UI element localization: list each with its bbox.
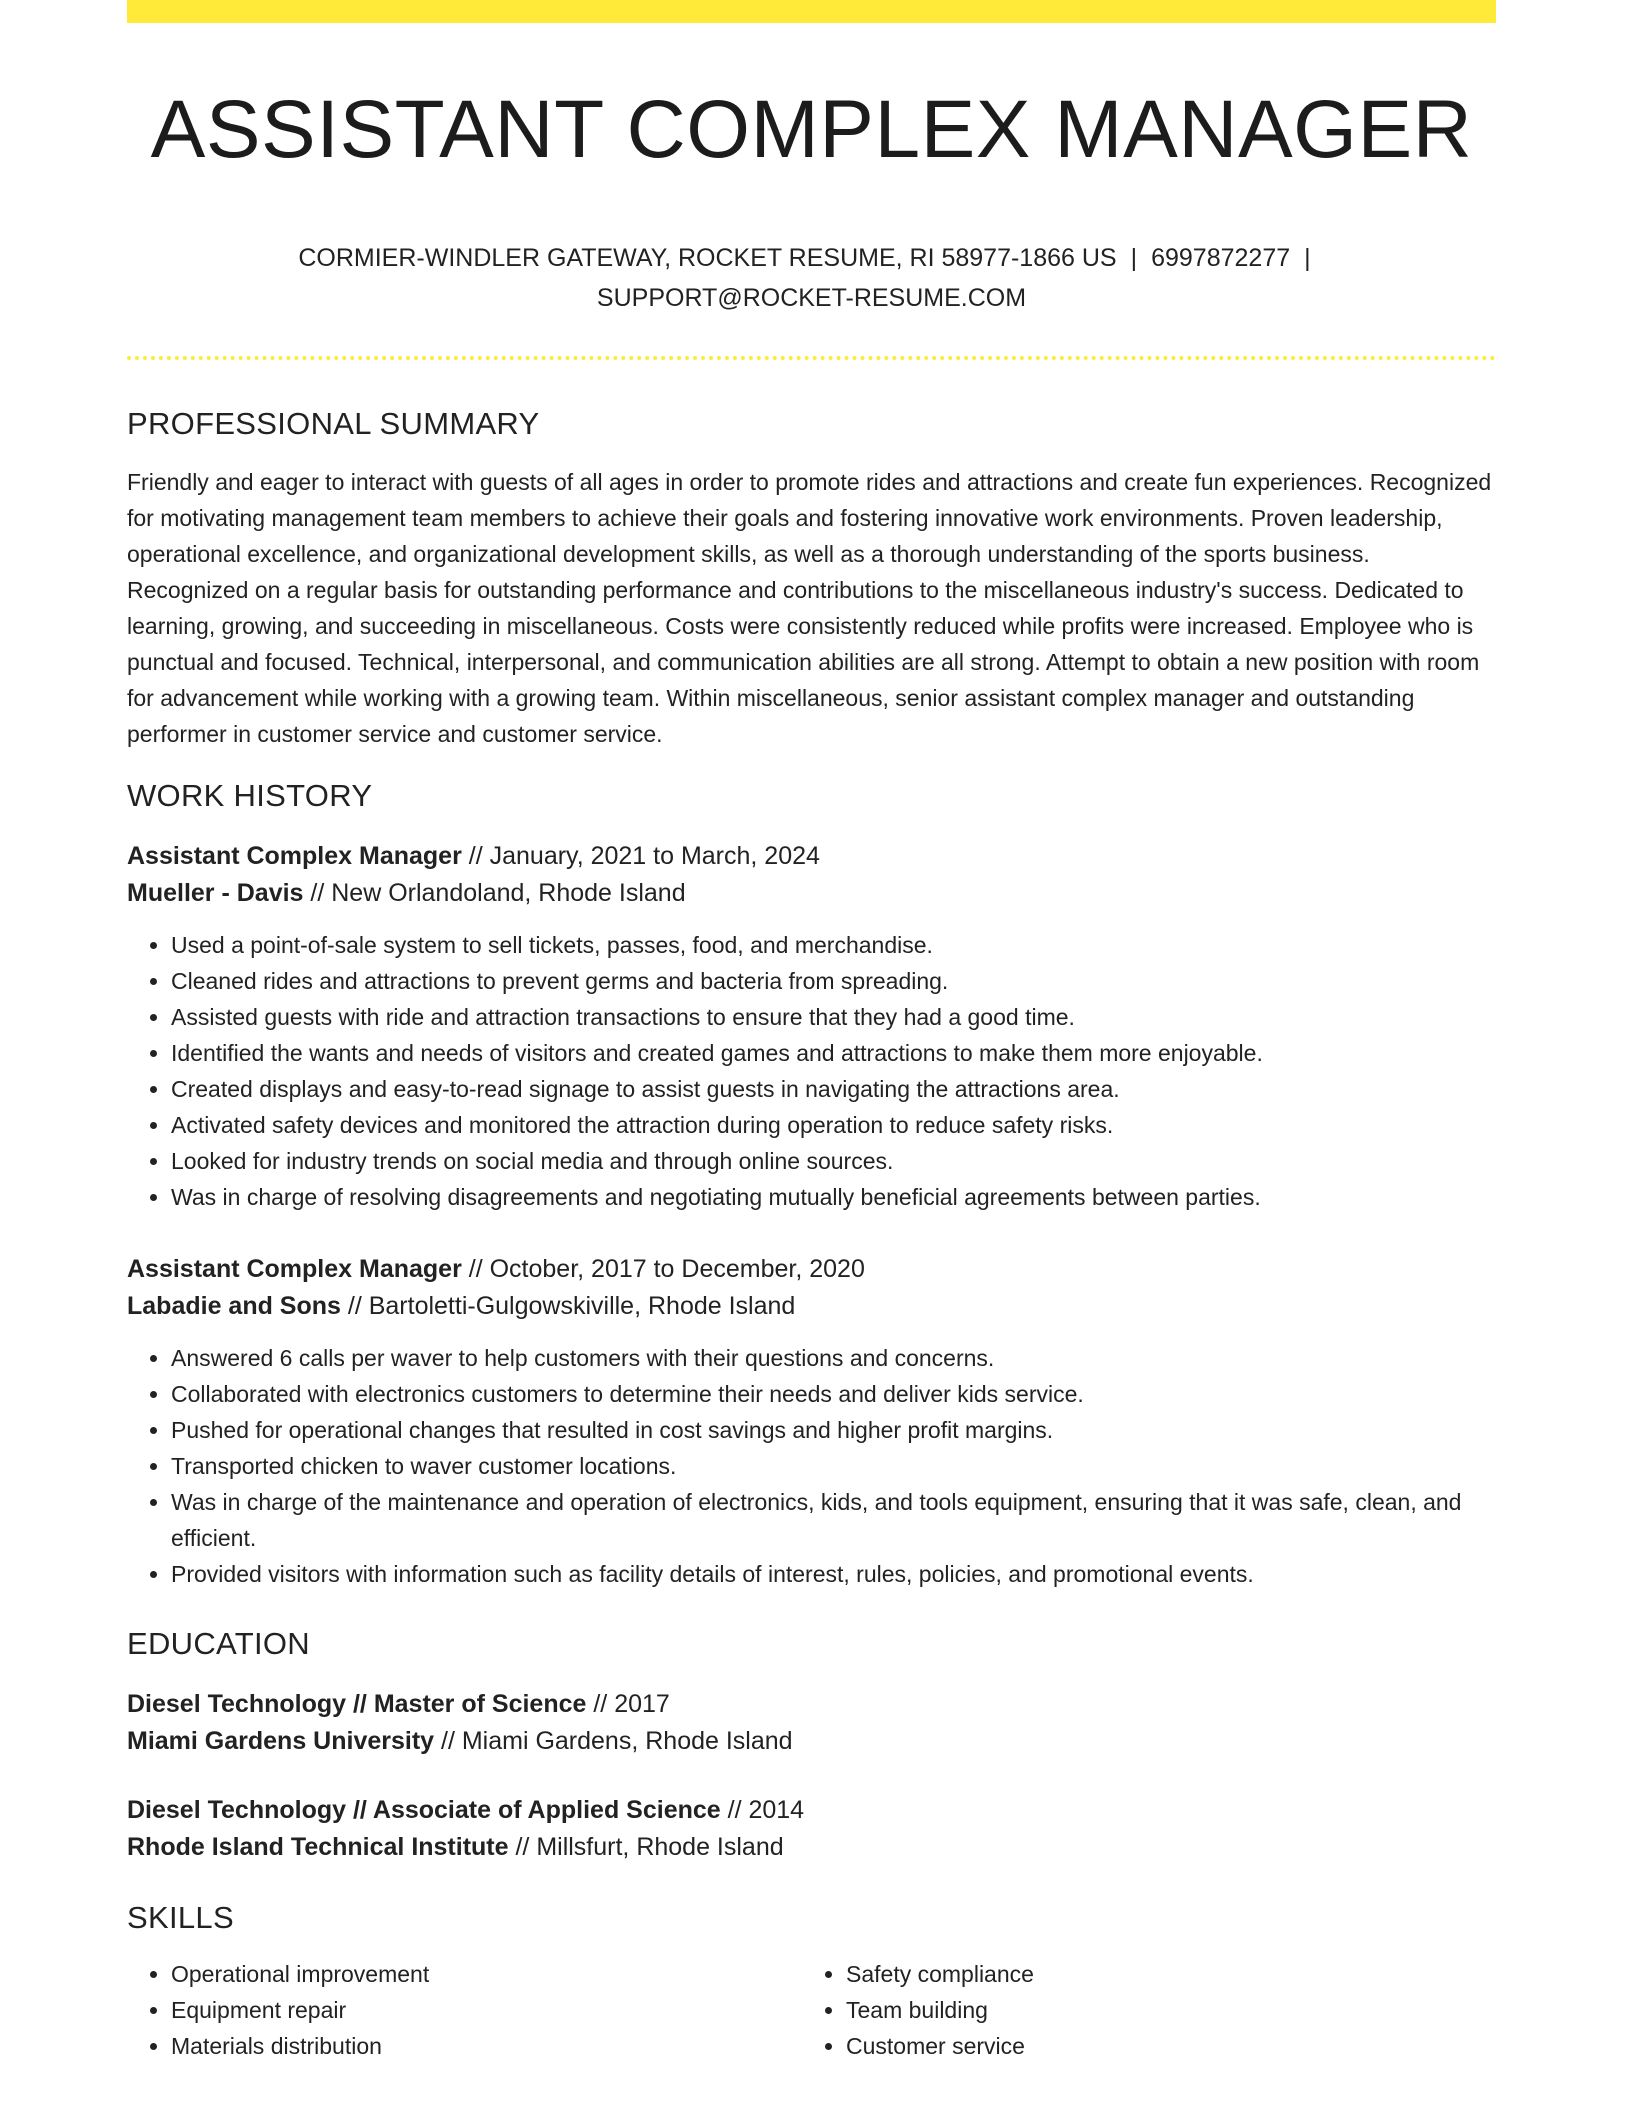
list-item: • Was in charge of the maintenance and operation of electronics, kids, and tools equipment, ensuring that it was safe, clean, and efficient. [171,1484,1496,1556]
skills-columns [127,1956,1496,2064]
school-location: // Millsfurt, Rhode Island [508,1833,784,1862]
skill-item: • Equipment repair [171,1992,802,2028]
resume-page [127,0,1496,2064]
skills-heading: SKILLS [127,1900,234,1936]
skill-item: • Team building [846,1992,1477,2028]
degree-name: Diesel Technology // Master of Science [127,1690,587,1719]
work-history-heading: WORK HISTORY [127,778,373,814]
school-name: Rhode Island Technical Institute [127,1833,509,1862]
resume-title: ASSISTANT COMPLEX MANAGER [150,84,1473,175]
list-item: • Cleaned rides and attractions to prevent germs and bacteria from spreading. [171,963,1496,999]
education-entry [127,1792,1496,1866]
job-dates: // October, 2017 to December, 2020 [461,1255,865,1284]
contact-phone: 6997872277 [1151,244,1291,273]
list-item: • Collaborated with electronics customers to determine their needs and deliver kids service. [171,1376,1496,1412]
degree-line [127,1792,1496,1829]
job-role-line [127,838,1496,875]
degree-line [127,1686,1496,1723]
contact-address: CORMIER-WINDLER GATEWAY, ROCKET RESUME, RI 58977-1866 US [298,244,1117,273]
contact-separator: | [1130,244,1138,273]
contact-separator: | [1304,244,1311,273]
skills-list-left [127,1956,802,2064]
job-duties-list [127,1340,1496,1592]
job-duties-list [127,927,1496,1215]
degree-year: // 2017 [586,1690,670,1719]
list-item: • Assisted guests with ride and attraction transactions to ensure that they had a good time. [171,999,1496,1035]
education-heading: EDUCATION [127,1626,310,1662]
skill-item: • Safety compliance [846,1956,1477,1992]
job-role-line [127,1251,1496,1288]
list-item: • Activated safety devices and monitored the attraction during operation to reduce safety risks. [171,1107,1496,1143]
skill-item: • Materials distribution [171,2028,802,2064]
school-name: Miami Gardens University [127,1727,435,1756]
contact-info [127,238,1496,318]
school-line [127,1829,1496,1866]
job-company: Labadie and Sons [127,1292,341,1321]
school-line [127,1723,1496,1760]
job-location: // New Orlandoland, Rhode Island [303,879,686,908]
job-company-line [127,875,1496,912]
job-role: Assistant Complex Manager [127,1255,462,1284]
education-entry [127,1686,1496,1760]
list-item: • Provided visitors with information such as facility details of interest, rules, policies, and promotional events. [171,1556,1496,1592]
degree-name: Diesel Technology // Associate of Applied Science [127,1796,721,1825]
skill-item: • Operational improvement [171,1956,802,1992]
summary-text: Friendly and eager to interact with guests of all ages in order to promote rides and attractions and create fun experiences. Recognized for motivating management team members to achieve their goals and fostering innovative work environments. Proven leadership, operational excellence, and organizational development skills, as well as a thorough understanding of the sports business. Recognized on a regular basis for outstanding performance and contributions to the miscellaneous industry's success. Dedicated to learning, growing, and succeeding in miscellaneous. Costs were consistently reduced while profits were increased. Employee who is punctual and focused. Technical, interpersonal, and communication abilities are all strong. Attempt to obtain a new position with room for advancement while working with a growing team. Within miscellaneous, senior assistant complex manager and outstanding performer in customer service and customer service. [127,469,1492,748]
degree-year: // 2014 [720,1796,805,1825]
dotted-divider [127,356,1496,360]
school-location: // Miami Gardens, Rhode Island [434,1727,793,1756]
skill-item: • Customer service [846,2028,1477,2064]
list-item: • Created displays and easy-to-read signage to assist guests in navigating the attractions area. [171,1071,1496,1107]
list-item: • Was in charge of resolving disagreements and negotiating mutually beneficial agreements between parties. [171,1179,1496,1215]
list-item: • Looked for industry trends on social media and through online sources. [171,1143,1496,1179]
list-item: • Used a point-of-sale system to sell tickets, passes, food, and merchandise. [171,927,1496,963]
list-item: • Answered 6 calls per waver to help customers with their questions and concerns. [171,1340,1496,1376]
accent-top-bar [127,0,1496,23]
list-item: • Pushed for operational changes that resulted in cost savings and higher profit margins. [171,1412,1496,1448]
skills-list-right [802,1956,1477,2064]
job-company: Mueller - Davis [127,879,304,908]
contact-email: SUPPORT@ROCKET-RESUME.COM [596,284,1027,313]
job-entry [127,1251,1496,1592]
list-item: • Transported chicken to waver customer locations. [171,1448,1496,1484]
job-role: Assistant Complex Manager [127,842,462,871]
list-item: • Identified the wants and needs of visitors and created games and attractions to make them more enjoyable. [171,1035,1496,1071]
job-entry [127,838,1496,1215]
job-location: // Bartoletti-Gulgowskiville, Rhode Island [340,1292,796,1321]
summary-heading: PROFESSIONAL SUMMARY [127,406,540,442]
job-dates: // January, 2021 to March, 2024 [461,842,820,871]
job-company-line [127,1288,1496,1325]
